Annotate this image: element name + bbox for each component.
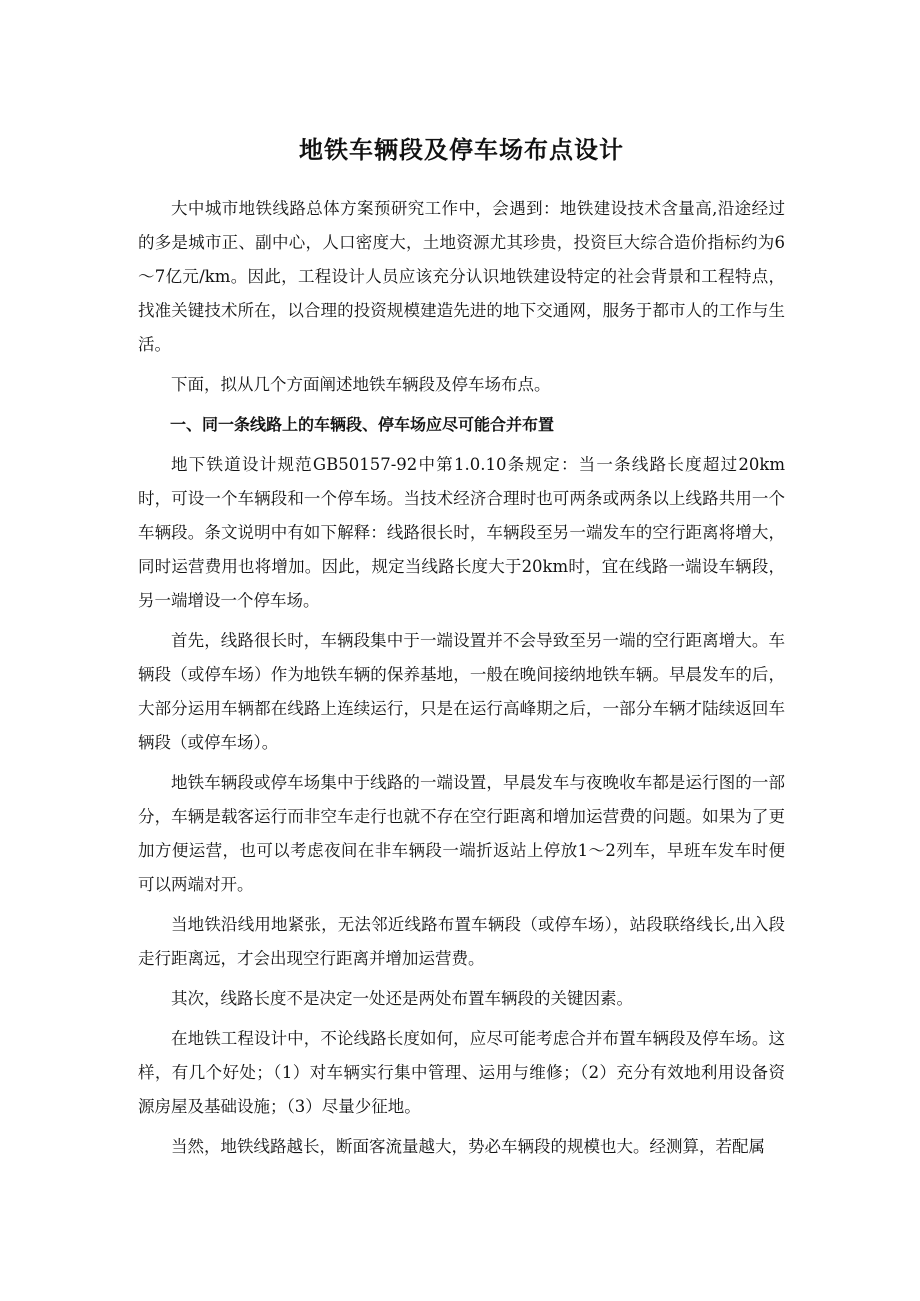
paragraph-intro: 大中城市地铁线路总体方案预研究工作中，会遇到：地铁建设技术含量高,沿途经过的多是城市正、副中心，人口密度大，土地资源尤其珍贵，投资巨大综合造价指标约为6～7亿元/km。因此，工程设计人员应该充分认识地铁建设特定的社会背景和工程特点，找准关键技术所在，以合理的投资规模建造先进的地下交通网，服务于都市人的工作与生活。 bbox=[138, 199, 785, 354]
section-heading-1: 一、同一条线路上的车辆段、停车场应尽可能合并布置 bbox=[170, 415, 555, 434]
paragraph-operation: 地铁车辆段或停车场集中于线路的一端设置，早晨发车与夜晚收车都是运行图的一部分，车辆是载客运行而非空车走行也就不存在空行距离和增加运营费的问题。如果为了更加方便运营，也可以考虑夜间在非车辆段一端折返站上停放1～2列车，早班车发车时便可以两端对开。 bbox=[138, 773, 785, 894]
paragraph-second-point: 其次，线路长度不是决定一处还是两处布置车辆段的关键因素。 bbox=[171, 989, 633, 1008]
paragraph-code-rule: 地下铁道设计规范GB50157-92中第1.0.10条规定：当一条线路长度超过20km时，可设一个车辆段和一个停车场。当技术经济合理时也可两条或两条以上线路共用一个车辆段。条文说明中有如下解释：线路很长时，车辆段至另一端发车的空行距离将增大，同时运营费用也将增加。因此，规定当线路长度大于20km时，宜在线路一端设车辆段，另一端增设一个停车场。 bbox=[138, 455, 785, 610]
paragraph-first-point: 首先，线路很长时，车辆段集中于一端设置并不会导致至另一端的空行距离增大。车辆段（或停车场）作为地铁车辆的保养基地，一般在晚间接纳地铁车辆。早晨发车的后，大部分运用车辆都在线路上连续运行，只是在运行高峰期之后，一部分车辆才陆续返回车辆段（或停车场）。 bbox=[138, 631, 785, 752]
paragraph-scale: 当然，地铁线路越长，断面客流量越大，势必车辆段的规模也大。经测算，若配属 bbox=[171, 1137, 765, 1156]
document-title: 地铁车辆段及停车场布点设计 bbox=[299, 136, 624, 164]
paragraph-land-constraint: 当地铁沿线用地紧张，无法邻近线路布置车辆段（或停车场），站段联络线长,出入段走行距离远，才会出现空行距离并增加运营费。 bbox=[138, 915, 785, 968]
paragraph-benefits: 在地铁工程设计中，不论线路长度如何，应尽可能考虑合并布置车辆段及停车场。这样，有几个好处；（1）对车辆实行集中管理、运用与维修；（2）充分有效地利用设备资源房屋及基础设施；（3）尽量少征地。 bbox=[138, 1029, 785, 1116]
paragraph-outline: 下面，拟从几个方面阐述地铁车辆段及停车场布点。 bbox=[171, 375, 551, 394]
